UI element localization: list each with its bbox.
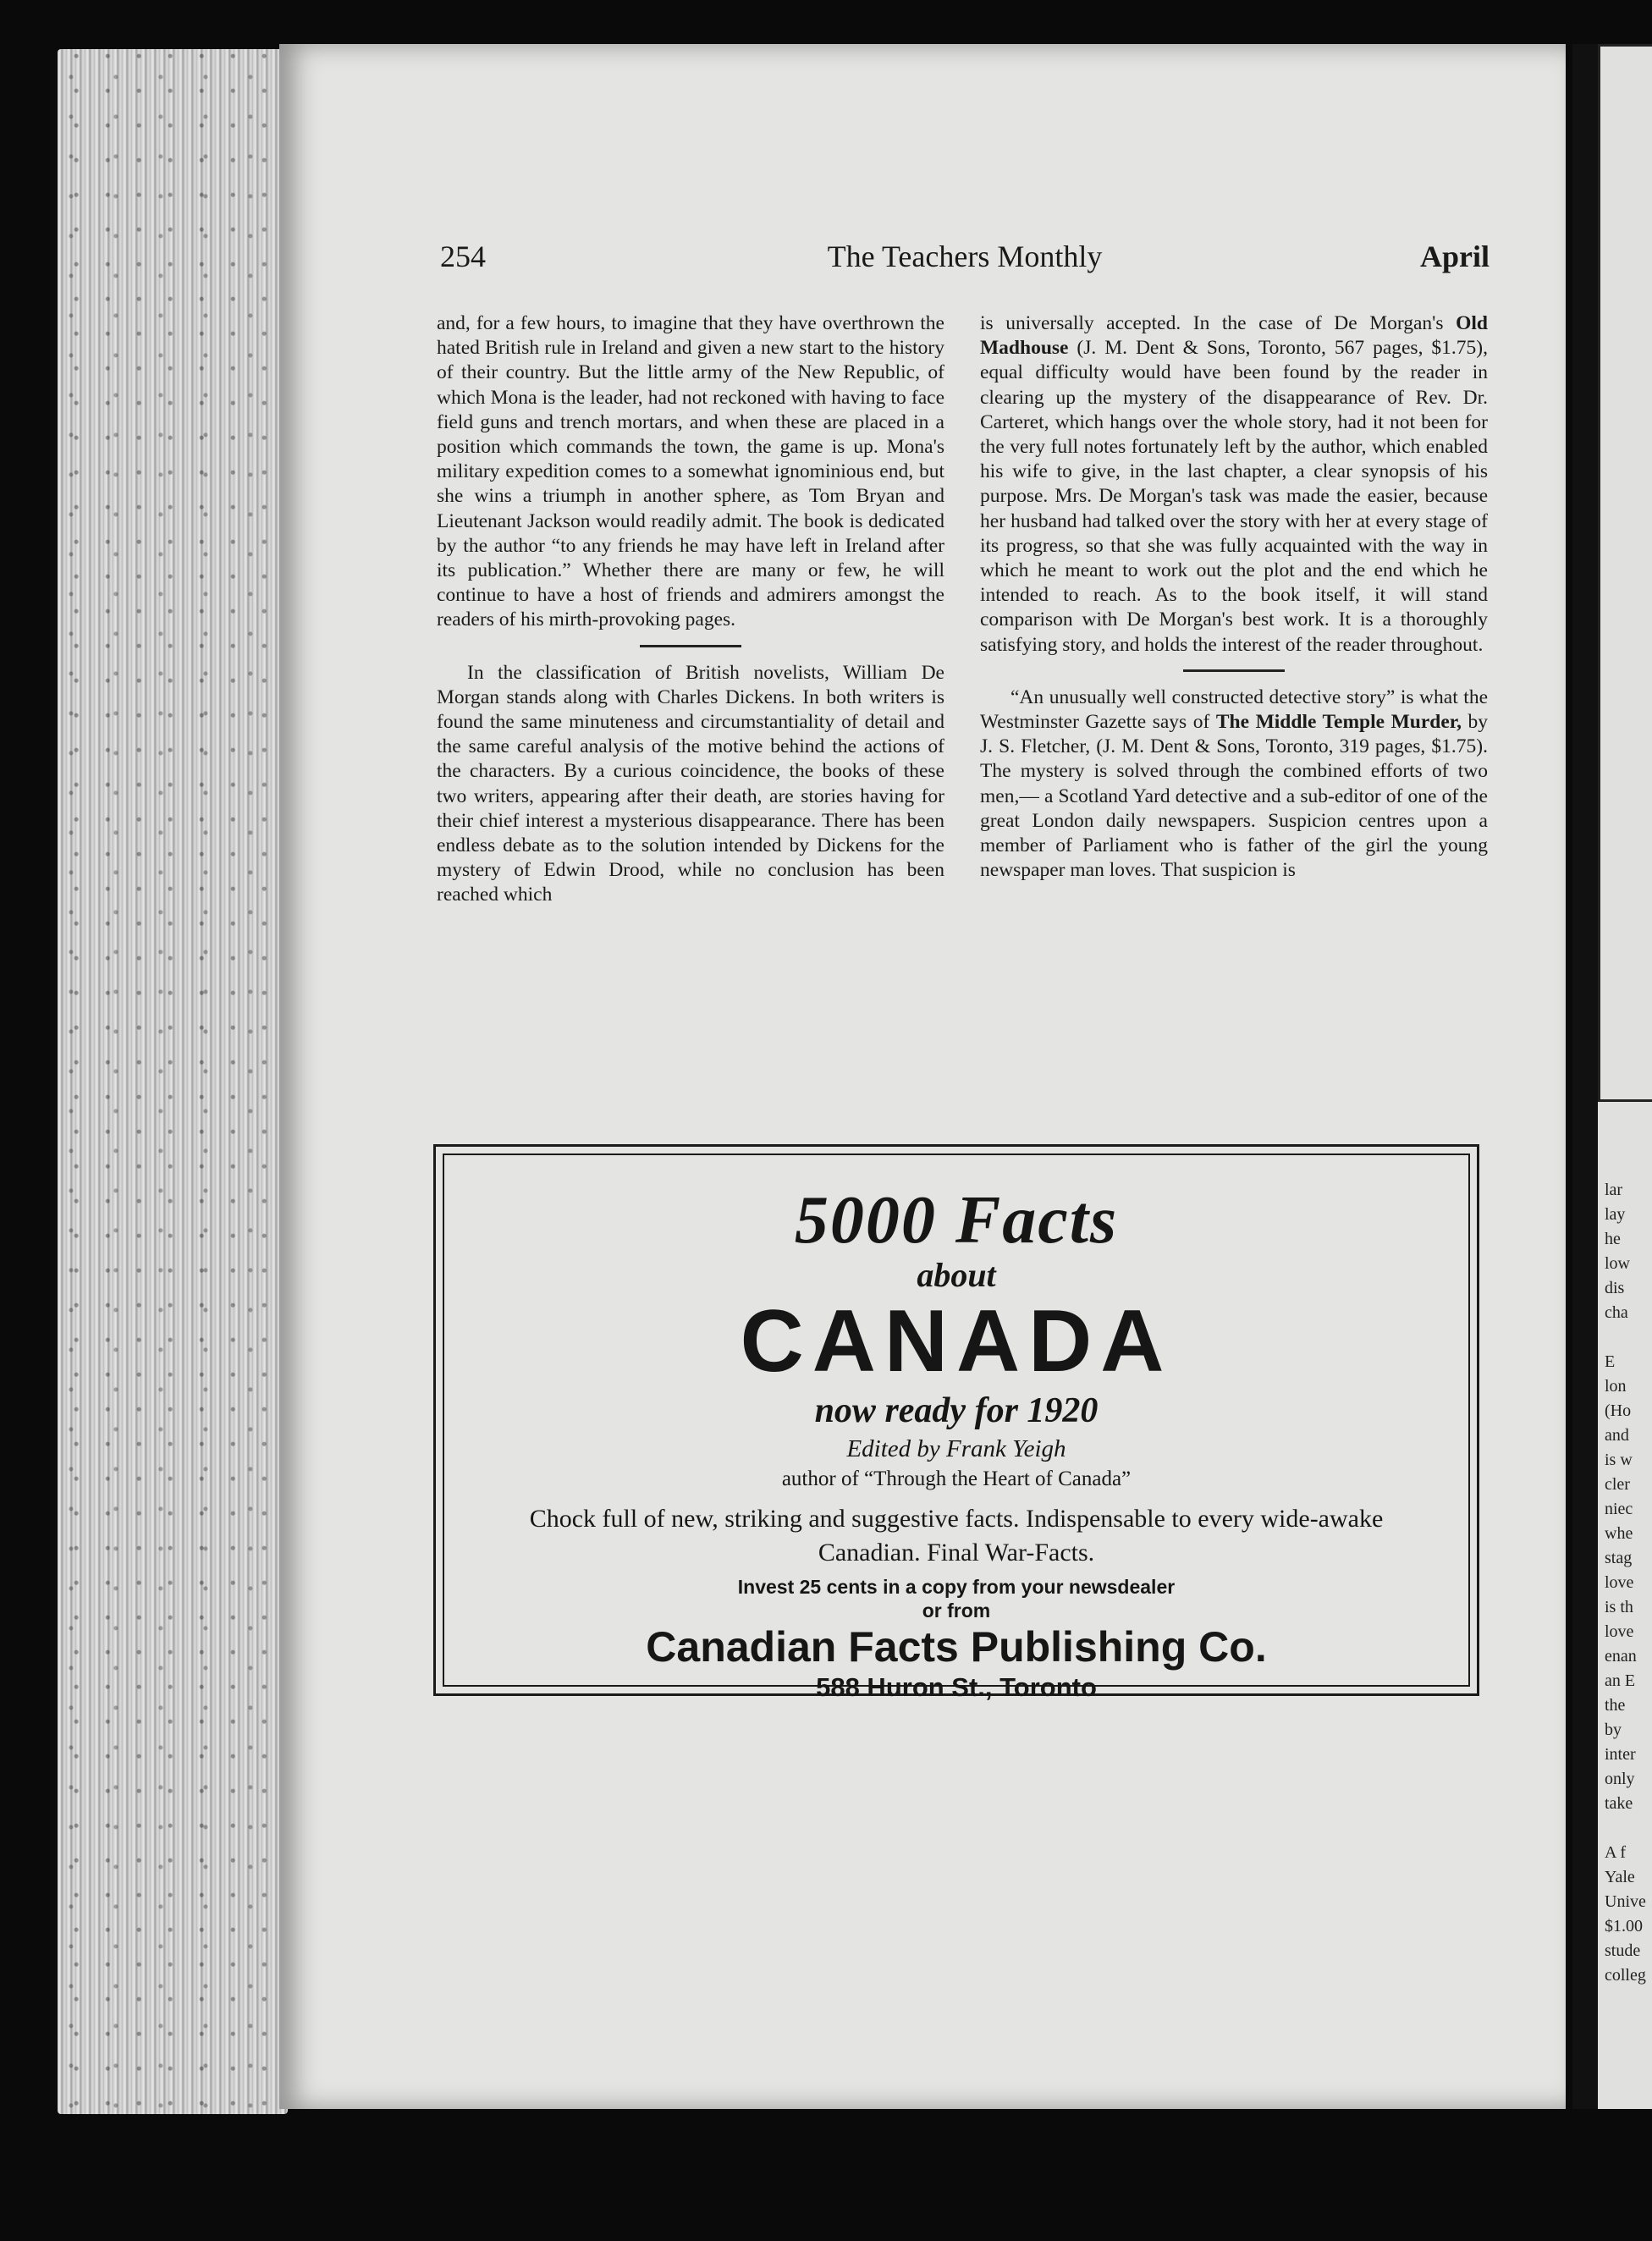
- section-divider: [640, 645, 741, 647]
- ad-address: 588 Huron St., Toronto: [816, 1672, 1097, 1702]
- book-title-old-madhouse: Old Madhouse: [980, 312, 1488, 360]
- facing-page-fragment: $1.00: [1605, 1917, 1643, 1935]
- facing-page-fragment: (Ho: [1605, 1401, 1632, 1420]
- book-page-edges: [58, 49, 288, 2114]
- ad-ready-line: now ready for 1920: [814, 1391, 1099, 1430]
- text-run: by J. S. Fletcher, (J. M. Dent & Sons, Toronto, 319 pages, $1.75). The mystery is solved through the combined efforts of two men,— a Scotland Yard detective and a sub-editor of one of the great London daily newspapers. Suspicion centres upon a member of Parliament who is father of the girl the young newspaper man loves. That suspicion is: [980, 711, 1488, 882]
- facing-page-fragment: he: [1605, 1230, 1621, 1248]
- ad-headline: 5000 Facts: [794, 1183, 1119, 1258]
- facing-page-fragment: cha: [1605, 1303, 1628, 1322]
- facing-page-fragment: an E: [1605, 1671, 1636, 1690]
- ad-about: about: [917, 1256, 996, 1294]
- advertisement-inner-frame: [443, 1154, 1470, 1702]
- facing-page-fragment: love: [1605, 1573, 1634, 1592]
- issue-month: April: [1419, 240, 1490, 273]
- facing-page-fragment: E: [1605, 1352, 1616, 1371]
- book-title-middle-temple: The Middle Temple Murder,: [1215, 711, 1462, 734]
- facing-page-box-border: [1598, 44, 1652, 1102]
- facing-page-fragment: only: [1605, 1770, 1635, 1788]
- facing-page-fragment: is w: [1605, 1451, 1633, 1469]
- facing-page-fragment: whe: [1605, 1524, 1633, 1543]
- facing-page-fragment: lar: [1605, 1181, 1623, 1199]
- facing-page-fragment: by: [1605, 1721, 1622, 1739]
- facing-page-fragment: cler: [1605, 1475, 1630, 1494]
- paragraph-mona: and, for a few hours, to imagine that they have overthrown the hated British rule in Ireland and given a new start to the history of their country. But the little army of the New Republic, of which Mona is the leader, had not reckoned with having to face field guns and trench mortars, and when these are placed in a position which commands the town, the game is up. Mona's military expedition comes to a somewhat ignominious end, but she wins a triumph in another sphere, as Tom Bryan and Lieutenant Jackson would readily admit. The book is dedicated by the author “to any friends he may have left in Ireland after its publication.” Whether there are many or few, he will continue to have a host of friends and admirers amongst the readers of his mirth-provoking pages.: [437, 312, 944, 631]
- facing-page-fragment: [1598, 1325, 1652, 1350]
- facing-page-fragment: Unive: [1605, 1892, 1646, 1911]
- facing-page-fragment: Yale: [1605, 1868, 1635, 1886]
- ad-blurb: Chock full of new, striking and suggestive facts. Indispensable to every wide-awake Canadian. Final War-Facts.: [529, 1505, 1384, 1566]
- page-number: 254: [440, 240, 486, 273]
- journal-title: The Teachers Monthly: [827, 240, 1103, 273]
- facing-page-fragment: take: [1605, 1794, 1633, 1813]
- paragraph-old-madhouse: [980, 311, 1488, 658]
- ad-or-from: or from: [922, 1600, 991, 1622]
- ad-invest-line: Invest 25 cents in a copy from your newsdealer: [737, 1576, 1176, 1598]
- facing-page-fragment: is th: [1605, 1598, 1633, 1616]
- paragraph-de-morgan: In the classification of British novelists, William De Morgan stands along with Charles Dickens. In both writers is found the same minuteness and circumstantiality of detail and the same careful analysis of the motive behind the actions of the characters. By a curious coincidence, the books of these two writers, appearing after their death, are stories having for their chief interest a mysterious disappearance. There has been endless debate as to the solution intended by Dickens for the mystery of Edwin Drood, while no conclusion has been reached which: [437, 661, 944, 906]
- section-divider: [1183, 669, 1285, 672]
- facing-page-fragment: stag: [1605, 1549, 1633, 1567]
- facing-page-fragment: [1598, 1816, 1652, 1841]
- facing-page-fragment: lon: [1605, 1377, 1627, 1396]
- paragraph-middle-temple: [980, 686, 1488, 884]
- text-run: is universally accepted. In the case of De Morgan's: [980, 312, 1457, 334]
- facing-page-fragment: A f: [1605, 1843, 1626, 1862]
- left-column: [437, 311, 944, 908]
- facing-page-fragment: low: [1605, 1254, 1630, 1273]
- facing-page-fragment: inter: [1605, 1745, 1636, 1764]
- facing-page-fragment: niec: [1605, 1500, 1633, 1518]
- running-header: [440, 239, 1490, 281]
- facing-page-fragment: the: [1605, 1696, 1626, 1715]
- facing-page-fragment: colleg: [1605, 1966, 1646, 1985]
- ad-country: CANADA: [740, 1292, 1173, 1390]
- ad-editor: Edited by Frank Yeigh: [846, 1435, 1066, 1462]
- text-run: (J. M. Dent & Sons, Toronto, 567 pages, $1.75), equal difficulty would have been found by the reader in clearing up the mystery of the disappearance of Rev. Dr. Carteret, which hangs over the whole story, had it not been for the very full notes fortunately left by the author, which enabled his wife to give, in the last chapter, a clear synopsis of his purpose. Mrs. De Morgan's task was made the easier, because her husband had talked over the story with her at every stage of its progress, so that she was fully acquainted with the way in which he meant to work out the plot and the end which he intended to reach. As to the book itself, it will stand comparison with De Morgan's best work. It is a thoroughly satisfying story, and holds the interest of the reader throughout.: [980, 337, 1488, 656]
- facing-page-fragment: lay: [1605, 1205, 1626, 1224]
- facing-page-fragment: dis: [1605, 1279, 1625, 1297]
- right-column: [980, 311, 1488, 883]
- ad-author-credit: author of “Through the Heart of Canada”: [781, 1467, 1132, 1490]
- facing-page-fragment: and: [1605, 1426, 1629, 1445]
- ad-publisher: Canadian Facts Publishing Co.: [646, 1623, 1267, 1671]
- advertisement: [433, 1144, 1479, 1702]
- facing-page-fragment: enan: [1605, 1647, 1637, 1666]
- text-run: “An unusually well constructed detective story” is what the Westminster Gazette says of: [980, 686, 1488, 734]
- facing-page-fragment: stude: [1605, 1941, 1641, 1960]
- facing-page-fragment: love: [1605, 1622, 1634, 1641]
